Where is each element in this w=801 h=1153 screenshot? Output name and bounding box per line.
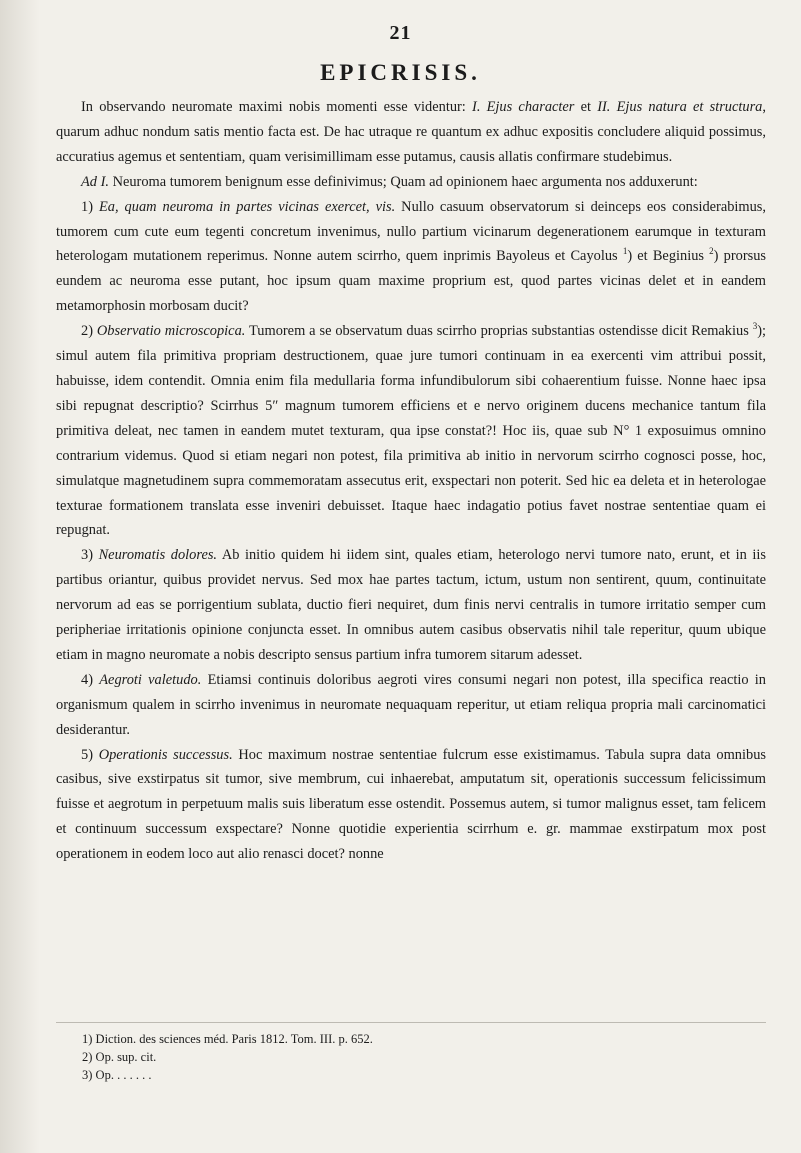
intro-paragraph: In observando neuromate maximi nobis momenti esse videntur: I. Ejus character et II. Ejus natura et structura, quarum adhuc nondum satis mentio facta est. De hac utraque re quantum ex adhuc expositis concludere aliquid possimus, accuratius agemus et sententiam, quam verisimillimam esse putamus, causis allatis confirmare studebimus. [56, 99, 766, 165]
body-text [56, 95, 766, 867]
argument-5: 5) Operationis successus. Hoc maximum nostrae sententiae fulcrum esse existimamus. Tabula supra data omnibus casibus, sive exstirpatus sit tumor, sive membrum, cui inhaerebat, amputatum sit, operationis successum felicissimum fuisse et aegrotum in perpetuum malis suis liberatum esse ostendit. Possemus autem, si tumor malignus esset, tam felicem et continuum successum exspectare? Nonne quotidie experientia scirrhum e. gr. mammae exstirpatum mox post operationem in eodem loco aut alio renasci docet? nonne [56, 746, 766, 863]
footnote-ref-3: 3 [752, 321, 758, 332]
footnote-1: 1) Diction. des sciences méd. Paris 1812. Tom. III. p. 652. [82, 1032, 373, 1046]
footnotes [82, 1030, 722, 1084]
argument-3: 3) Neuromatis dolores. Ab initio quidem hi iidem sint, quales etiam, heterologo nervi tumore nato, erunt, et in iis partibus oriantur, quibus providet nervus. Sed mox hae partes tactum, ictum, ustum non sentirent, quum, continuitate nervorum ad eas se porrigentium sublata, ductio fieri nequiret, dum finis nervi centralis in tumore irritatio semper cum peripheriae irritationis opinione conjuncta esset. In omnibus autem casibus observatis nihil tale reperitur, quum ubique etiam in magno neuromate a nobis descripto sensus partium infra tumorem sitarum adesset. [56, 547, 766, 663]
ad-i-paragraph: Ad I. Neuroma tumorem benignum esse definivimus; Quam ad opinionem haec argumenta nos adduxerunt: [81, 173, 698, 190]
page-binding-shadow [0, 0, 40, 1153]
argument-4: 4) Aegroti valetudo. Etiamsi continuis doloribus aegroti vires consumi negari non potest, illa specifica reactio in organismum qualem in scirrho invenimus in neuromate nequaquam reperitur, ut etiam reliqua propria mali carcinomatici desiderantur. [56, 671, 766, 738]
page-number: 21 [389, 22, 412, 44]
footnote-3: 3) Op. . . . . . . [82, 1068, 152, 1082]
argument-1: 1) Ea, quam neuroma in partes vicinas exercet, vis. Nullo casuum observatorum si deinceps eos considerabimus, tumorem cum cute eum tegenti concretum invenimus, nullo partium vicinarum degenerationem earumque in texturam heterologam mutationem reperimus. Nonne autem scirrho, quem inprimis Bayoleus et Cayolus $^1$) et Beginius $^2$) prorsus eundem ac neuroma esse putant, hoc ipsum quam maxime proprium est, quod partes vicinas delet et in eandem metamorphosin morbosam ducit? [56, 198, 767, 315]
footnote-ref-1: 1 [622, 246, 628, 257]
footnote-divider [56, 1022, 766, 1023]
footnote-2: 2) Op. sup. cit. [82, 1050, 157, 1064]
footnote-ref-2: 2 [709, 246, 714, 257]
argument-2: 2) Observatio microscopica. Tumorem a se observatum duas scirrho proprias substantias ostendisse dicit Remakius $^3$); simul autem fila primitiva propriam destructionem, quae jure tumori continuam in ea exercenti vim attribui possit, habuisse, idem contendit. Omnia enim fila medullaria forma infundibulorum sibi cohaerentium fuisse. Nonne haec ipsa sibi repugnat descriptio? Scirrhus 5″ magnum tumorem efficiens et e nervo originem ducens mechanice tantum fila primitiva deleat, nec tamen in eandem mutet texturam, qua ipse constat?! Hoc iis, quae sub N° 1 exposuimus omnino contrarium videmus. Quod si etiam negari non potest, fila primitiva ab initio in nervorum scirrho cognosci posse, hoc, simulatque magnetudinem supra commemoratam assecutus erit, exspectari non poterit. Sed hic ea deleta et in heterologae texturae formationem translata esse inveniri debuisset. Itaque haec indagatio potius favet nostrae sententiae quam ei repugnat. [56, 321, 767, 539]
section-heading: EPICRISIS. [320, 60, 481, 85]
